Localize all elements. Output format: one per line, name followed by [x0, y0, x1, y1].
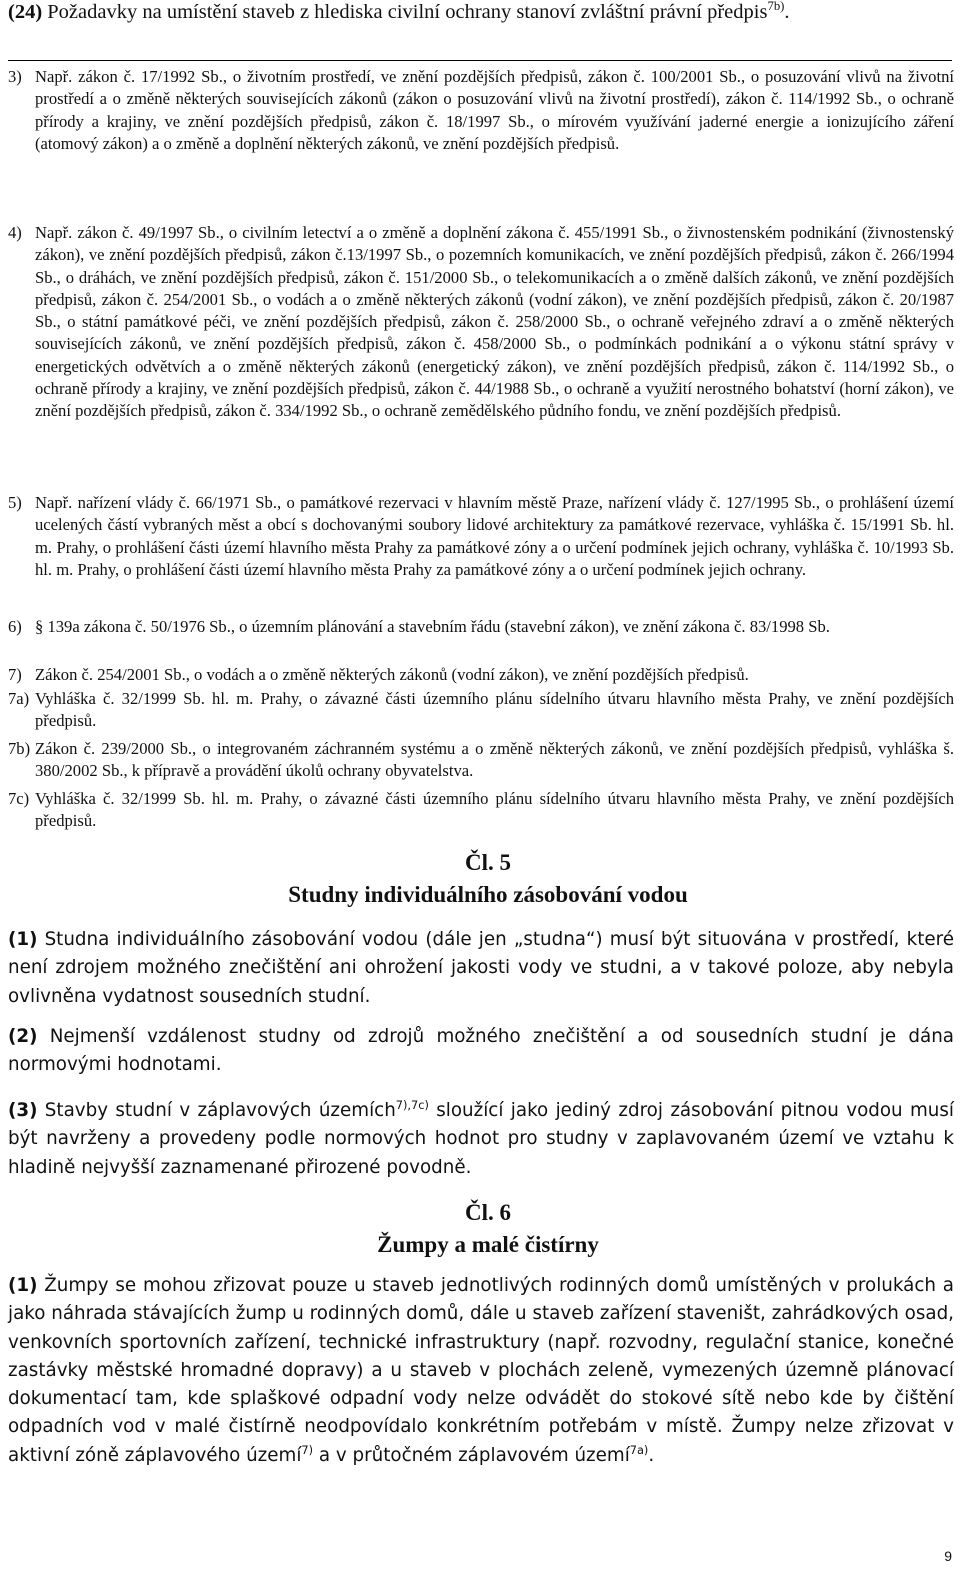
paragraph-number: (1) [8, 929, 38, 950]
footnote-4 [8, 222, 954, 423]
footnote-text: Např. zákon č. 17/1992 Sb., o životním prostředí, ve znění pozdějších předpisů, zákon č. 100/2001 Sb., o posuzování vlivů na životní prostředí a o změně některých souvisejících zákonů (zákon o posuzování vlivů na životní prostředí), zákon č. 114/1992 Sb., o ochraně přírody a krajiny, ve znění pozdějších předpisů, zákon č. 18/1997 Sb., o mírovém využívání jaderné energie a ionizujícího záření (atomový zákon) a o změně a doplnění některých zákonů, ve znění pozdějších předpisů. [35, 67, 954, 153]
intro-tail: . [784, 1, 790, 23]
paragraph-text: sloužící jako jediný zdroj zásobování pitnou vodou musí být navrženy a provedeny podle normových hodnot pro studny v zaplavovaném území ve vztahu k hladině nejvyšší zaznamenané přirozené povodně. [8, 1100, 954, 1178]
paragraph-number: (2) [8, 1026, 38, 1047]
footnote-3 [8, 66, 954, 155]
footnote-number: 7b) [8, 739, 31, 758]
paragraph-number: (1) [8, 1275, 38, 1296]
article-5-paragraph-1 [8, 926, 954, 1011]
page-number: 9 [944, 1548, 952, 1564]
footnote-text: Např. zákon č. 49/1997 Sb., o civilním letectví a o změně a doplnění zákona č. 455/1991 Sb., o živnostenském podnikání (živnostenský zákon), ve znění pozdějších předpisů, zákon č.13/1997 Sb., o pozemních komunikacích, ve znění pozdějších předpisů, zákon č. 266/1994 Sb., o dráhách, ve znění pozdějších předpisů, zákon č. 151/2000 Sb., o telekomunikacích a o změně dalších zákonů, ve znění pozdějších předpisů, zákon č. 254/2001 Sb., o vodách a o změně některých zákonů (vodní zákon), ve znění pozdějších předpisů, zákon č. 20/1987 Sb., o státní památkové péči, ve znění pozdějších předpisů, zákon č. 258/2000 Sb., o ochraně veřejného zdraví a o změně některých souvisejících zákonů, ve znění pozdějších předpisů, zákon č. 458/2000 Sb., o podmínkách podnikání a o výkonu státní správy v energetických odvětvích a o změně některých zákonů (energetický zákon), ve znění pozdějších předpisů, zákon č. 114/1992 Sb., o ochraně přírody a krajiny, ve znění pozdějších předpisů, zákon č. 44/1988 Sb., o ochraně a využití nerostného bohatství (horní zákon), ve znění pozdějších předpisů, zákon č. 334/1992 Sb., o ochraně zemědělského půdního fondu, ve znění pozdějších předpisů. [35, 223, 954, 421]
paragraph-text: Studna individuálního zásobování vodou (dále jen „studna“) musí být situována v prostředí, které není zdrojem možného znečištění ani ohrožení jakosti vody ve studni, a v takové poloze, aby nebyla ovlivněna vydatnost sousedních studní. [8, 929, 954, 1007]
footnote-text: Vyhláška č. 32/1999 Sb. hl. m. Prahy, o závazné části územního plánu sídelního útvaru hlavního města Prahy, ve znění pozdějších předpisů. [35, 689, 954, 731]
footnote-number: 7a) [8, 689, 30, 708]
article-5-number: Čl. 5 [465, 850, 511, 875]
footnote-number: 5) [8, 493, 22, 512]
paragraph-number: (3) [8, 1100, 38, 1121]
paragraph-text: Nejmenší vzdálenost studny od zdrojů možného znečištění a od sousedních studní je dána normovými hodnotami. [8, 1026, 954, 1076]
footnote-ref[interactable]: 7),7c) [395, 1097, 429, 1112]
footnote-7c [8, 788, 954, 833]
footnote-7 [8, 664, 954, 686]
intro-paragraph [8, 0, 952, 25]
footnote-text: § 139a zákona č. 50/1976 Sb., o územním plánování a stavebním řádu (stavební zákon), ve znění zákona č. 83/1998 Sb. [35, 617, 830, 636]
article-6-title: Žumpy a malé čistírny [377, 1232, 599, 1257]
footnote-number: 7) [8, 665, 22, 684]
footnote-text: Např. nařízení vlády č. 66/1971 Sb., o památkové rezervaci v hlavním městě Praze, nařízení vlády č. 127/1995 Sb., o prohlášení území ucelených částí vybraných měst a obcí s dochovanými soubory lidové architektury za památkové rezervace, vyhláška č. 15/1991 Sb. hl. m. Prahy, o prohlášení části území hlavního města Prahy za památkové zóny a o určení podmínek jejich ochrany, vyhláška č. 10/1993 Sb. hl. m. Prahy, o prohlášení části území hlavního města Prahy za památkové zóny a o určení podmínek jejich ochrany. [35, 493, 954, 579]
footnote-6 [8, 616, 954, 638]
footnote-text: Zákon č. 254/2001 Sb., o vodách a o změně některých zákonů (vodní zákon), ve znění pozdějších předpisů. [35, 665, 749, 684]
footnote-number: 4) [8, 223, 22, 242]
article-6-number: Čl. 6 [465, 1200, 511, 1225]
intro-text: Požadavky na umístění staveb z hlediska civilní ochrany stanoví zvláštní právní předpis [42, 1, 768, 23]
footnote-text: Vyhláška č. 32/1999 Sb. hl. m. Prahy, o závazné části územního plánu sídelního útvaru hlavního města Prahy, ve znění pozdějších předpisů. [35, 789, 954, 831]
paragraph-text: Žumpy se mohou zřizovat pouze u staveb jednotlivých rodinných domů umístěných v prolukách a jako náhrada stávajících žump u rodinných domů, dále u staveb zařízení staveništ, zahrádkových osad, venkovních sportovních zařízení, technické infrastruktury (např. rozvodny, regulační stanice, konečné zastávky městské hromadné dopravy) a u staveb v plochách zeleně, vymezených územně plánovací dokumentací tam, kde splaškové odpadní vody nelze odvádět do stokové sítě nebo kde by čištění odpadních vod v malé čistírně neodpovídalo konkrétním potřebám v místě. Žumpy nelze zřizovat v aktivní zóně záplavového území [8, 1275, 954, 1466]
footnote-5 [8, 492, 954, 581]
article-5-title: Studny individuálního zásobování vodou [288, 882, 688, 907]
footnote-ref[interactable]: 7) [301, 1442, 314, 1457]
footnote-text: Zákon č. 239/2000 Sb., o integrovaném záchranném systému a o změně některých zákonů, ve znění pozdějších předpisů, vyhláška š. 380/2002 Sb., k přípravě a provádění úkolů ochrany obyvatelstva. [35, 739, 954, 781]
article-6-paragraph-1 [8, 1272, 954, 1470]
paragraph-number: (24) [8, 1, 43, 23]
footnote-number: 3) [8, 67, 22, 86]
footnote-7a [8, 688, 954, 733]
article-5-paragraph-2 [8, 1023, 954, 1080]
footnote-number: 7c) [8, 789, 30, 808]
paragraph-text: a v průtočném záplavovém území [313, 1444, 630, 1466]
footnote-separator [8, 60, 952, 61]
paragraph-text: Stavby studní v záplavových územích [37, 1100, 396, 1121]
footnote-number: 6) [8, 617, 22, 636]
paragraph-text: . [648, 1444, 655, 1466]
footnote-ref[interactable]: 7b) [767, 0, 785, 14]
footnote-ref[interactable]: 7a) [629, 1442, 649, 1457]
article-5-paragraph-3 [8, 1097, 954, 1182]
footnote-7b [8, 738, 954, 783]
